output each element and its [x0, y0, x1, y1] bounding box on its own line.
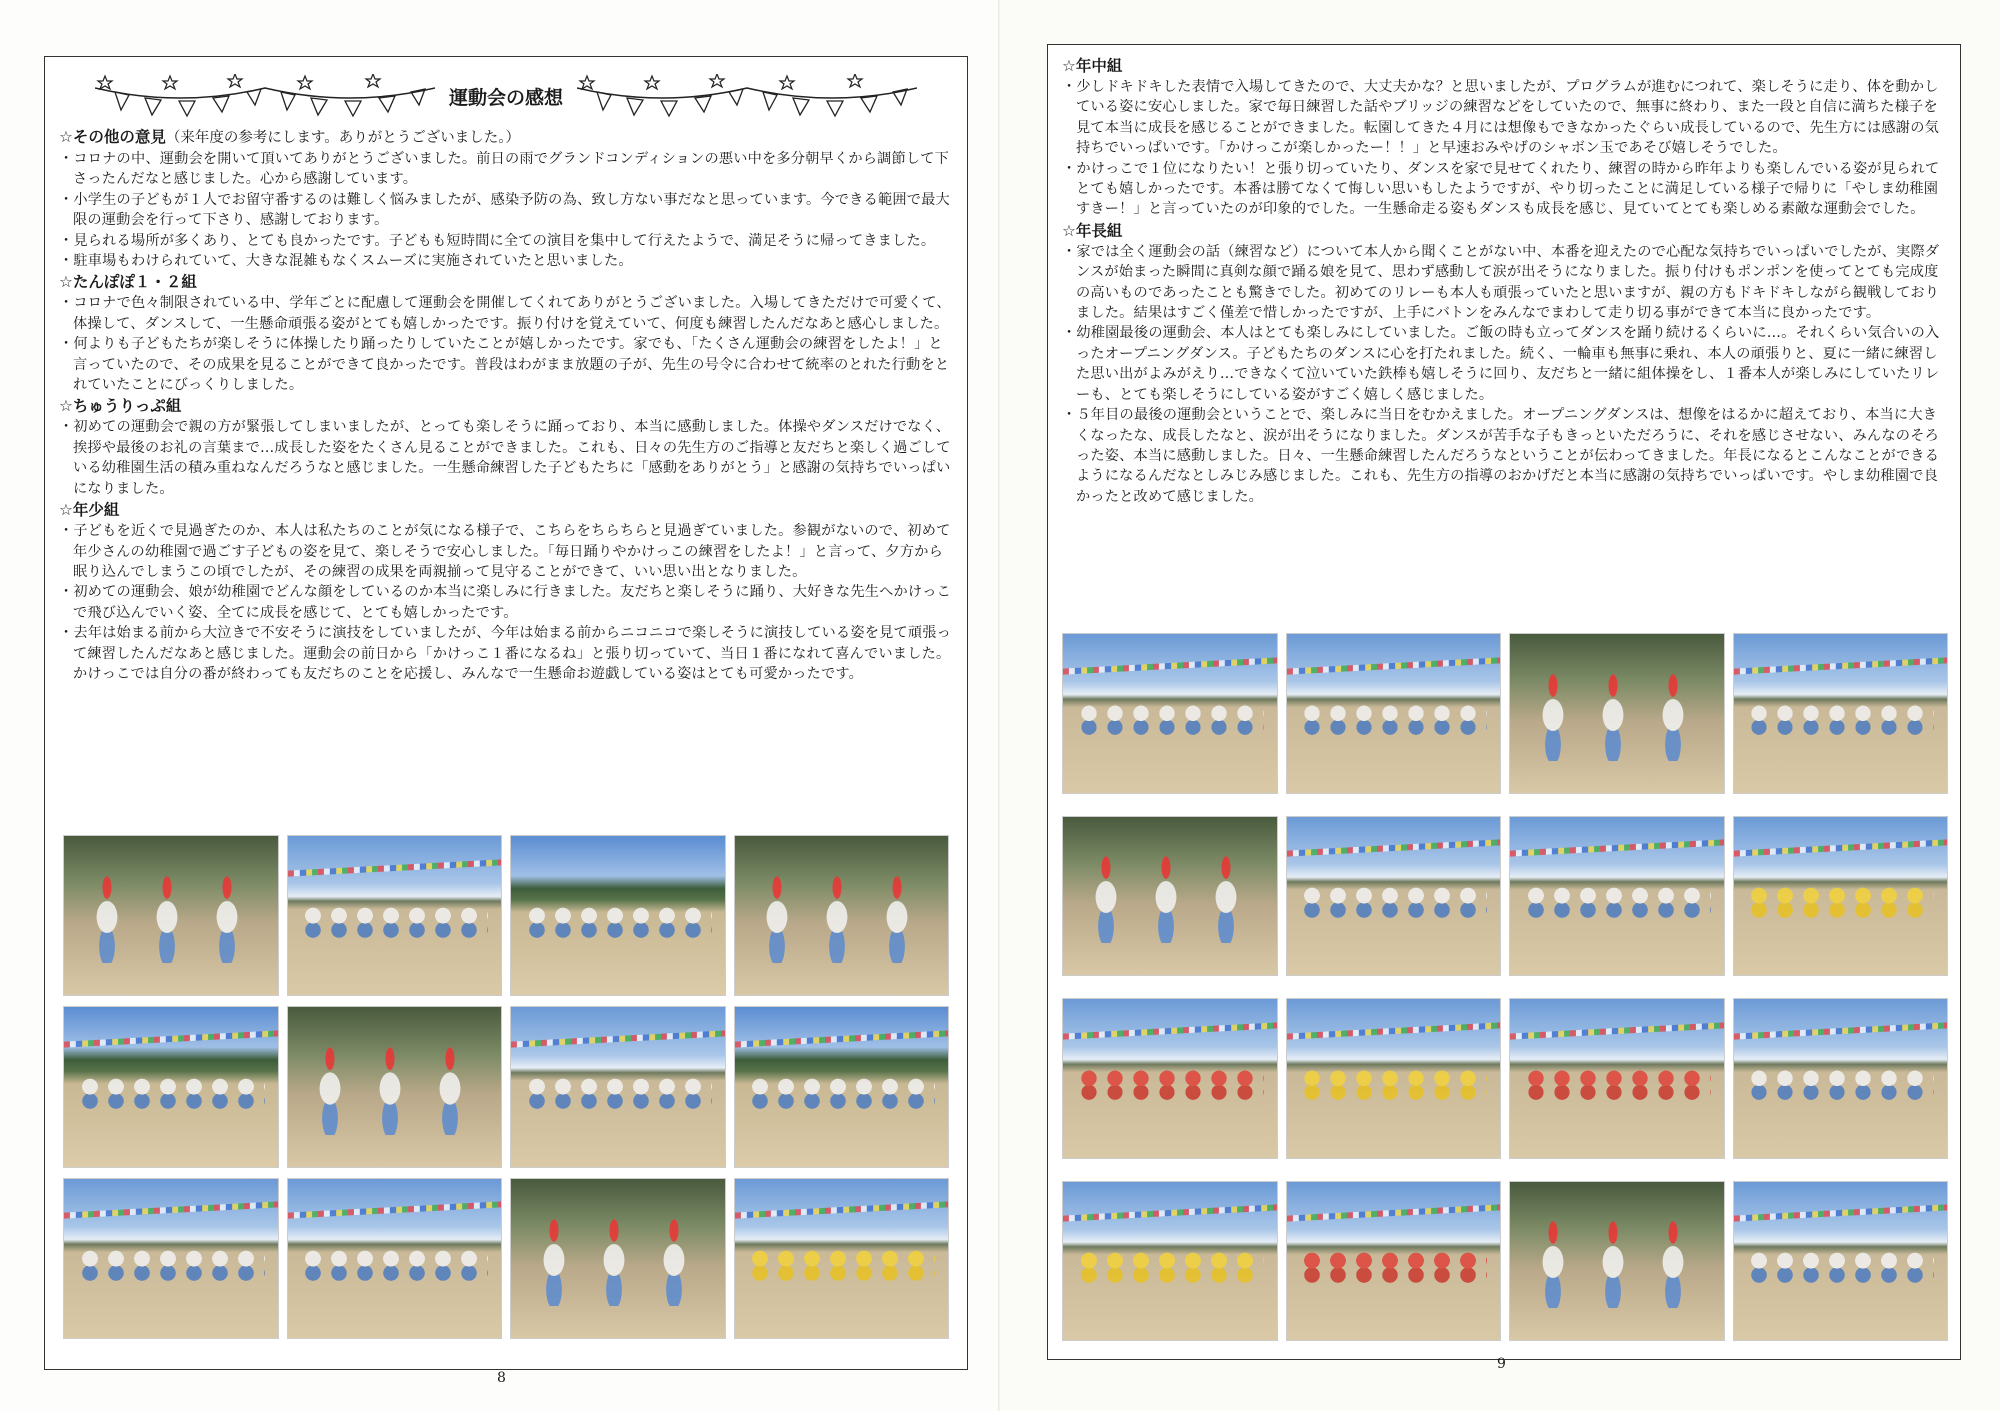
event-photo — [1062, 633, 1278, 794]
section-note: （来年度の参考にします。ありがとうございました。） — [165, 130, 520, 146]
event-photo — [1733, 816, 1949, 977]
comment-list — [59, 417, 953, 499]
comment-item: ・ コロナの中、運動会を開いて頂いてありがとうございました。前日の雨でグランドコンディションの悪い中を多分朝早くから調節して下さったんだなと感じました。心から感謝しています。 — [59, 149, 953, 190]
photo-grid-right — [1062, 633, 1948, 1341]
event-photo — [1733, 998, 1949, 1159]
comment-item: ・ 少しドキドキした表情で入場してきたので、大丈夫かな？と思いましたが、プログラムが進むにつれて、楽しそうに走り、体を動かしている姿に安心しました。家で毎日練習した話やブリッジの練習などをしていたので、無事に終わり、また一段と自信に満ちた様子を見て本当に成長を感じることができました。転園してきた４月には想像もできなかったぐらい成長しているので、先生方には感謝の気持ちでいっぱいです。「かけっこが楽しかったー！！」と早速おみやげのシャボン玉であそび嬉しそうでした。 — [1062, 77, 1946, 159]
comment-list — [1062, 77, 1946, 220]
event-photo — [1062, 816, 1278, 977]
event-photo — [287, 1006, 503, 1167]
page-number-left: 8 — [497, 1370, 506, 1386]
event-photo — [63, 835, 279, 996]
right-page-text — [1062, 55, 1946, 507]
comment-item: ・ 駐車場もわけられていて、大きな混雑もなくスムーズに実施されていたと思いました。 — [59, 251, 953, 271]
comment-item: ・ 初めての運動会、娘が幼稚園でどんな顔をしているのか本当に楽しみに行きました。友だちと楽しそうに踊り、大好きな先生へかけっこで飛び込んでいく姿、全てに成長を感じて、とても嬉しかったです。 — [59, 582, 953, 623]
title-banner — [59, 67, 953, 125]
event-photo — [510, 1006, 726, 1167]
comment-list — [59, 149, 953, 271]
event-photo — [510, 835, 726, 996]
section-heading-tulip: ☆ちゅうりっぷ組 — [59, 397, 182, 416]
event-photo — [287, 835, 503, 996]
comment-item: ・ 見られる場所が多くあり、とても良かったです。子どもも短時間に全ての演目を集中して行えたようで、満足そうに帰ってきました。 — [59, 231, 953, 251]
event-photo — [1286, 633, 1502, 794]
event-photo — [1509, 1181, 1725, 1342]
left-page-text — [59, 67, 953, 684]
event-photo — [287, 1178, 503, 1339]
comment-list — [1062, 242, 1946, 507]
comment-list — [59, 293, 953, 395]
event-photo — [1733, 633, 1949, 794]
event-photo — [510, 1178, 726, 1339]
event-photo — [63, 1006, 279, 1167]
bunting-garland-right-icon — [577, 74, 917, 118]
comment-item: ・ かけっこで１位になりたい！と張り切っていたり、ダンスを家で見せてくれたり、練習の時から昨年よりも楽しんでいる姿が見られてとても嬉しかったです。本番は勝てなくて悔しい思いもしたようですが、やり切ったことに満足している様子で帰りに「やしま幼稚園すきー！」と言っていたのが印象的でした。一生懸命走る姿もダンスも成長を感じ、見ていてとても楽しめる素敵な運動会でした。 — [1062, 159, 1946, 220]
event-photo — [1509, 633, 1725, 794]
comment-item: ・ 家では全く運動会の話（練習など）について本人から聞くことがない中、本番を迎えたので心配な気持ちでいっぱいでしたが、実際ダンスが始まった瞬間に真剣な顔で踊る娘を見て、思わず感動して涙が出そうになりました。振り付けもポンポンを使ってとても完成度の高いものであったことも驚きでした。初めてのリレーも本人も頑張っていたと思いますが、親の方もドキドキしながら観戦しておりました。結果はすごく僅差で惜しかったですが、上手にバトンをみんなでまわして走り切る事ができて本当に良かったです。 — [1062, 242, 1946, 324]
comment-item: ・ 子どもを近くで見過ぎたのか、本人は私たちのことが気になる様子で、こちらをちらちらと見過ぎていました。参観がないので、初めて年少さんの幼稚園で過ごす子どもの姿を見て、楽しそうで安心しました。「毎日踊りやかけっこの練習をしたよ！」と言って、夕方から眠り込んでしまうこの頃でしたが、その練習の成果を両親揃って見守ることができて、いい思い出となりました。 — [59, 521, 953, 582]
photo-grid-left — [63, 835, 949, 1339]
comment-item: ・ 何よりも子どもたちが楽しそうに体操したり踊ったりしていたことが嬉しかったです。家でも、「たくさん運動会の練習をしたよ！」と言っていたので、その成果を見ることができて良かったです。普段はわがまま放題の子が、先生の号令に合わせて統率のとれた行動をとれていたことにびっくりしました。 — [59, 334, 953, 395]
comment-item: ・ コロナで色々制限されている中、学年ごとに配慮して運動会を開催してくれてありがとうございました。入場してきただけで可愛くて、体操して、ダンスして、一生懸命頑張る姿がとても嬉しかったです。振り付けを覚えていて、何度も練習したんだなあと感心しました。 — [59, 293, 953, 334]
section-heading-nencho: ☆年長組 — [1062, 221, 1123, 240]
event-photo — [734, 1178, 950, 1339]
comment-list — [59, 521, 953, 684]
page-number-right: 9 — [1497, 1356, 1506, 1372]
event-photo — [734, 1006, 950, 1167]
comment-item: ・ 初めての運動会で親の方が緊張してしまいましたが、とっても楽しそうに踊っており、本当に感動しました。体操やダンスだけでなく、挨拶や最後のお礼の言葉まで…成長した姿をたくさん見ることができました。これも、日々の先生方のご指導と友だちと楽しく過ごしている幼稚園生活の積み重ねなんだろうなと感じました。一生懸命練習した子どもたちに「感動をありがとう」と感謝の気持ちでいっぱいになりました。 — [59, 417, 953, 499]
bunting-garland-left-icon — [95, 74, 435, 118]
event-photo — [1733, 1181, 1949, 1342]
comment-item: ・ ５年目の最後の運動会ということで、楽しみに当日をむかえました。オープニングダンスは、想像をはるかに超えており、本当に大きくなったな、成長したなと、涙が出そうになりました。ダンスが苦手な子もきっといただろうに、それを感じさせない、みんなのそろった姿、本当に感動しました。日々、一生懸命練習したんだろうなということが伝わってきました。年長になるとこんなことができるようになるんだなとしみじみ感じました。これも、先生方の指導のおかげだと本当に感謝の気持ちでいっぱいです。やしま幼稚園で良かったと改めて感じました。 — [1062, 405, 1946, 507]
event-photo — [63, 1178, 279, 1339]
right-page — [1000, 0, 2000, 1411]
event-photo — [1062, 998, 1278, 1159]
comment-item: ・ 小学生の子どもが１人でお留守番するのは難しく悩みましたが、感染予防の為、致し方ない事だなと思っています。今できる範囲で最大限の運動会を行って下さり、感謝しております。 — [59, 190, 953, 231]
event-photo — [1509, 998, 1725, 1159]
event-photo — [1286, 998, 1502, 1159]
left-page-frame — [44, 56, 968, 1370]
section-heading-nensho: ☆年少組 — [59, 501, 120, 520]
section-heading-other: ☆その他の意見（来年度の参考にします。ありがとうございました。） — [59, 128, 520, 146]
comment-item: ・ 去年は始まる前から大泣きで不安そうに演技をしていましたが、今年は始まる前からニコニコで楽しそうに演技している姿を見て頑張って練習したんだなあと感じました。運動会の前日から「かけっこ１番になるね」と張り切っていて、当日１番になれて喜んでいました。かけっこでは自分の番が終わっても友だちのことを応援し、みんなで一生懸命お遊戯している姿はとても可愛かったです。 — [59, 623, 953, 684]
right-page-frame — [1047, 44, 1961, 1360]
event-photo — [1286, 1181, 1502, 1342]
section-heading-nenchu: ☆年中組 — [1062, 57, 1123, 75]
banner-title: 運動会の感想 — [448, 86, 563, 109]
event-photo — [1062, 1181, 1278, 1342]
event-photo — [1286, 816, 1502, 977]
event-photo — [1509, 816, 1725, 977]
section-heading-tanpopo: ☆たんぽぽ１・２組 — [59, 273, 197, 292]
event-photo — [734, 835, 950, 996]
comment-item: ・ 幼稚園最後の運動会、本人はとても楽しみにしていました。ご飯の時も立ってダンスを踊り続けるくらいに…。それくらい気合いの入ったオープニングダンス。子どもたちのダンスに心を打たれました。続く、一輪車も無事に乗れ、本人の頑張りと、夏に一緒に練習した思い出がよみがえり…できなくて泣いていた鉄棒も嬉しそうに回り、友だちと一緒に組体操をし、１番本人が楽しみにしていたリレーも、とても楽しそうにしている姿がすごく嬉しく感じました。 — [1062, 323, 1946, 405]
